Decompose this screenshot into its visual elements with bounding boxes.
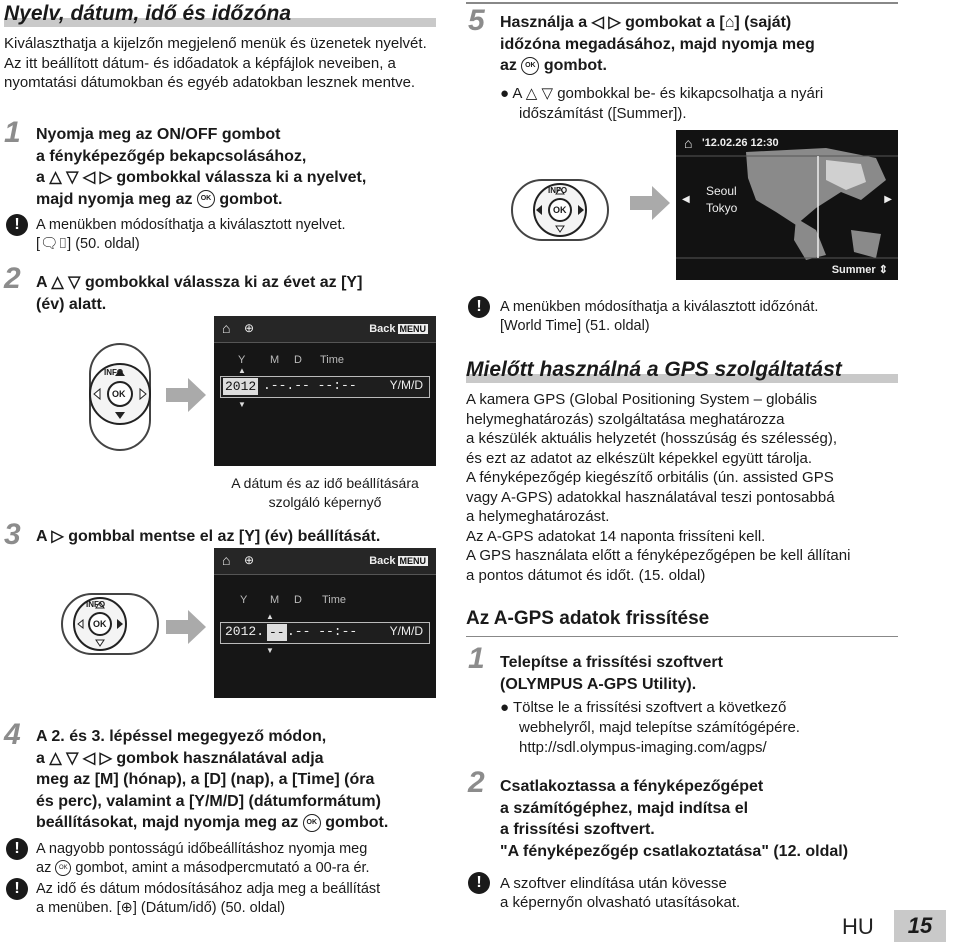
up-down-keys-icon-2: △ ▽ [525, 85, 554, 102]
up-arrow-icon-2: ▲ [266, 612, 274, 621]
arrow-keys-icon: △ ▽ ◁ ▷ [49, 169, 112, 186]
down-arrow-icon: ▼ [238, 400, 246, 409]
step4-line3: meg az [M] (hónap), a [D] (nap), a [Time] (óra [36, 771, 375, 788]
date-rest-2: .-- --:-- [287, 624, 358, 639]
back-button[interactable]: Back MENU [369, 323, 426, 335]
map-right-arrow-icon: ▶ [884, 194, 892, 205]
header-time: Time [320, 354, 345, 366]
agps-step2-line1: Csatlakoztassa a fényképezőgépet [500, 778, 764, 795]
screen-topbar-2 [214, 548, 436, 575]
step-number-1: 1 [4, 116, 21, 149]
summer-toggle[interactable]: Summer ⇕ [831, 264, 888, 276]
agps-step1-line1: Telepítse a frissítési szoftvert [500, 654, 723, 671]
info-label: INFO [104, 368, 124, 377]
note-icon-2: ! [6, 838, 28, 860]
agps-step2-line3: a frissítési szoftvert. [500, 821, 655, 838]
date-time-screen-2 [214, 548, 436, 698]
gps-line5: A fényképezőgép kiegészítő orbitális (ún. assisted GPS [466, 469, 834, 486]
map-left-arrow-icon: ◀ [682, 194, 690, 205]
gps-line6: vagy A-GPS) adatokkal használatával teszi pontosabbá [466, 488, 835, 506]
home-icon-3: ⌂ [724, 14, 735, 31]
step1-text [36, 124, 436, 210]
section-title-agps: Az A-GPS adatok frissítése [466, 608, 710, 629]
step1-line3: a △ ▽ ◁ ▷ gombokkal válassza ki a nyelvet, [36, 169, 367, 186]
control-dial-1 [84, 342, 156, 452]
step2-line2: (év) alatt. [36, 295, 107, 313]
screen-topbar [214, 316, 436, 343]
note-icon: ! [6, 214, 28, 236]
gps-line1: A kamera GPS (Global Positioning System – globális [466, 391, 817, 408]
header-m-2: M [270, 594, 280, 606]
step-number-2: 2 [4, 262, 21, 295]
agps-title-rule [466, 636, 898, 637]
agps-step1-line2: (OLYMPUS A-GPS Utility). [500, 675, 697, 693]
step1-note [36, 216, 436, 254]
noteB-line2: a menüben. [⊕] (Dátum/idő) (50. oldal) [36, 900, 286, 916]
date-rest: .--.-- --:-- [263, 378, 357, 393]
step5-line3: az OK gombot. [500, 57, 607, 74]
right-key-icon: ▷ [51, 528, 64, 545]
agps-bullet-line1: ● Töltse le a frissítési szoftvert a következő [500, 699, 787, 716]
step1-line1: Nyomja meg az ON/OFF gombot [36, 126, 281, 143]
gps-line2: helymeghatározás) szolgáltatása meghatározza [466, 410, 785, 428]
noteB-line1: Az idő és dátum módosításához adja meg a beállítást [36, 881, 381, 897]
step5-text [500, 12, 900, 77]
agps-step2-line2: a számítógéphez, majd indítsa el [500, 799, 749, 817]
format-label: Y/M/D [389, 378, 423, 392]
bullet-line1: ● A △ ▽ gombokkal be- és kikapcsolhatja a nyári [500, 85, 824, 102]
step5-note-line1: A menükben módosíthatja a kiválasztott időzónát. [500, 299, 819, 315]
gps-line10: a pontos dátumot és időt. (15. oldal) [466, 566, 706, 584]
step4-text [36, 726, 446, 834]
screen-caption [214, 474, 436, 512]
info-label-3: INFO [548, 186, 568, 195]
gps-line7: a helymeghatározást. [466, 508, 610, 525]
step5-bullet [500, 84, 900, 124]
agps-note-line2: a képernyőn olvasható utasításokat. [500, 894, 741, 911]
city-tokyo: Tokyo [706, 201, 738, 215]
agps-step2-line4: "A fényképezőgép csatlakoztatása" (12. oldal) [500, 842, 849, 860]
format-label-2: Y/M/D [389, 624, 423, 638]
section-title-gps: Mielőtt használná a GPS szolgáltatást [466, 358, 842, 381]
home-icon-4: ⌂ [684, 135, 693, 151]
page-number: 15 [894, 910, 946, 942]
agps-note [500, 874, 820, 912]
caption-line1: A dátum és az idő beállítására [231, 475, 419, 491]
date-time-screen-1 [214, 316, 436, 466]
agps-step1-text [500, 652, 900, 695]
arrow-keys-icon-2: △ ▽ ◁ ▷ [49, 749, 112, 767]
step4-line5: beállításokat, majd nyomja meg az OK gombot. [36, 814, 389, 831]
step-number-5: 5 [468, 4, 485, 37]
step1-note-line2: [🗨︎⌷] (50. oldal) [36, 236, 140, 252]
ok-label-2: OK [93, 619, 107, 629]
agps-step2-text [500, 776, 910, 862]
down-arrow-icon-2: ▼ [266, 646, 274, 655]
step5-line1: Használja a ◁ ▷ gombokat a [⌂] (saját) [500, 14, 792, 31]
year-value: 2012. [225, 624, 265, 639]
header-m: M [270, 354, 280, 366]
ok-label-3: OK [553, 205, 567, 215]
clock-icon-3: ⊕ [120, 900, 133, 916]
step2-text [36, 272, 436, 315]
map-datetime: '12.02.26 12:30 [702, 137, 779, 149]
home-icon: ⌂ [222, 320, 231, 336]
step5-line2: időzóna megadásához, majd nyomja meg [500, 35, 815, 53]
date-field-2[interactable] [220, 622, 430, 644]
agps-step-number-1: 1 [468, 642, 485, 675]
bullet-line2: időszámítást ([Summer]). [519, 105, 687, 122]
step5-note [500, 298, 900, 336]
left-right-keys-icon: ◁ ▷ [591, 14, 621, 31]
control-dial-3 [510, 170, 610, 250]
clock-icon-2: ⊕ [244, 553, 255, 567]
header-d: D [294, 354, 302, 366]
gps-paragraph [466, 390, 898, 585]
step1-note-line1: A menükben módosíthatja a kiválasztott nyelvet. [36, 217, 346, 233]
step5-note-line2: [World Time] (51. oldal) [500, 318, 650, 334]
up-down-keys-icon: △ ▽ [51, 274, 81, 291]
step1-line2: a fényképezőgép bekapcsolásához, [36, 147, 307, 165]
ok-button-icon-3: OK [55, 860, 71, 876]
arrow-right-icon-3 [630, 186, 670, 225]
clock-icon: ⊕ [244, 321, 255, 335]
up-arrow-icon: ▲ [238, 366, 246, 375]
note-icon-3: ! [6, 878, 28, 900]
step-number-4: 4 [4, 718, 21, 751]
note-icon-4: ! [468, 296, 490, 318]
month-selected: -- [269, 625, 285, 640]
step4-note-a [36, 840, 446, 878]
ok-button-icon: OK [197, 190, 215, 208]
agps-step-number-2: 2 [468, 766, 485, 799]
home-icon-2: ⌂ [222, 552, 231, 568]
noteA-line2: az OK gombot, amint a másodpercmutató a 00-ra ér. [36, 860, 370, 876]
section-title-language: Nyelv, dátum, idő és időzóna [4, 2, 292, 25]
note-icon-5: ! [468, 872, 490, 894]
control-dial-2 [60, 584, 160, 664]
gps-line8: Az A-GPS adatokat 14 naponta frissíteni kell. [466, 527, 766, 545]
step1-line4: majd nyomja meg az OK gombot. [36, 190, 283, 208]
language-icon: 🗨︎⌷ [40, 236, 68, 252]
agps-url-link[interactable]: http://sdl.olympus-imaging.com/agps/ [519, 739, 767, 756]
agps-note-line1: A szoftver elindítása után kövesse [500, 875, 727, 892]
step4-note-b [36, 880, 446, 918]
agps-step1-bullet [500, 698, 900, 758]
caption-line2: szolgáló képernyő [268, 494, 382, 510]
gps-line4: és ezt az adatot az elkészült képekkel együtt tárolja. [466, 449, 813, 467]
intro-paragraph: Kiválaszthatja a kijelzőn megjelenő menük és üzenetek nyelvét. Az itt beállított dátum- és időadatok a képfájlok neveiben, a nyomtatási dátumokban és egyéb adatokban lesznek mentve. [4, 35, 427, 91]
ok-label: OK [112, 389, 126, 399]
arrow-right-icon-2 [166, 610, 206, 649]
step4-line4: és perc), valamint a [Y/M/D] (dátumformátum) [36, 792, 381, 810]
step4-line2: a △ ▽ ◁ ▷ gombok használatával adja [36, 749, 324, 767]
step2-line1: A △ ▽ gombokkal válassza ki az évet az [Y] [36, 274, 363, 291]
header-y-2: Y [240, 594, 248, 606]
up-down-arrow-icon: ⇕ [878, 264, 888, 276]
step4-line1: A 2. és 3. lépéssel megegyező módon, [36, 728, 327, 745]
step3-text: A ▷ gombbal mentse el az [Y] (év) beállítását. [36, 528, 381, 545]
step-number-3: 3 [4, 518, 21, 551]
header-d-2: D [294, 594, 302, 606]
header-y: Y [238, 354, 246, 366]
header-time-2: Time [322, 594, 347, 606]
arrow-right-icon [166, 378, 206, 417]
year-selected: 2012 [225, 379, 257, 394]
ok-button-icon-2: OK [303, 814, 321, 832]
date-field[interactable] [220, 376, 430, 398]
gps-line3: a készülék aktuális helyzetét (hosszúság és szélesség), [466, 430, 838, 447]
gps-line9: A GPS használata előtt a fényképezőgépen be kell állítani [466, 547, 851, 564]
info-label-2: INFO [86, 600, 106, 609]
right-top-rule [466, 2, 898, 4]
agps-bullet-line2: webhelyről, majd telepítse számítógépére. [519, 719, 800, 736]
city-seoul: Seoul [706, 184, 737, 198]
ok-button-icon-4: OK [521, 57, 539, 75]
language-code: HU [842, 914, 874, 939]
noteA-line1: A nagyobb pontosságú időbeállításhoz nyomja meg [36, 841, 368, 857]
back-button-2[interactable]: Back MENU [369, 555, 426, 567]
world-time-screen [676, 130, 898, 280]
